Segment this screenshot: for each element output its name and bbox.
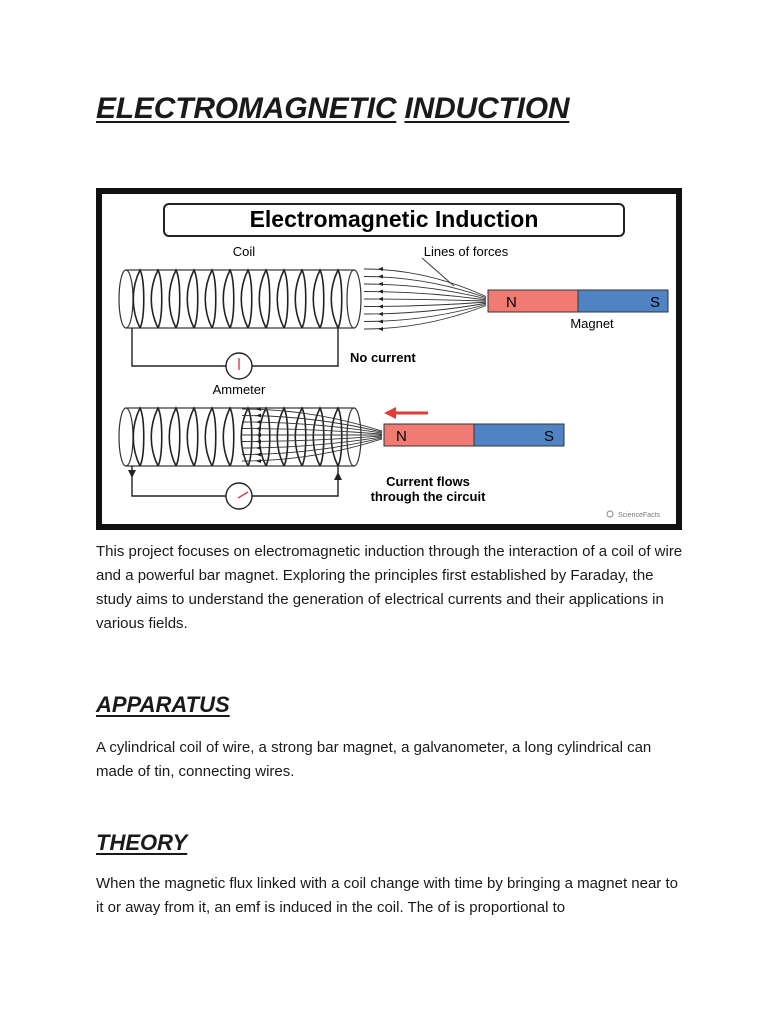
no-current-label: No current [350,350,416,365]
lines-of-forces-label: Lines of forces [423,244,509,259]
ammeter-label: Ammeter [212,382,266,397]
south-label-top: S [650,294,661,311]
field-lines-top [364,267,486,331]
current-flows-label-1: Current flows [386,474,470,489]
south-label-bottom: S [544,428,555,445]
intro-paragraph: This project focuses on electromagnetic induction through the interaction of a coil of wire and a powerful bar magnet. Exploring the principles first established by Faraday, the study aims to understand the generation of electrical currents and their applications in various fields. [96,543,683,632]
title-word-1: ELECTROMAGNETIC [96,92,397,125]
theory-text: When the magnetic flux linked with a coil change with time by bringing a magnet near to it or away from it, an emf is induced in the coil. The of is proportional to [96,875,678,916]
bottom-coil [119,407,382,466]
sciencefacts-logo [607,511,661,519]
page-title [96,92,569,126]
current-flows-label-2: through the circuit [370,489,486,504]
induction-diagram [96,188,682,530]
north-label-top: N [506,294,517,311]
ammeter-bottom [226,483,252,509]
apparatus-text: A cylindrical coil of wire, a strong bar magnet, a galvanometer, a long cylindrical can made of tin, connecting wires. [96,739,652,780]
magnet-label: Magnet [570,316,614,331]
top-coil [119,270,361,328]
title-word-2: INDUCTION [404,92,570,125]
magnet-north-top [488,290,578,312]
theory-heading: THEORY [96,830,188,855]
ammeter-top [226,353,252,379]
logo-text: ScienceFacts [618,512,661,519]
north-label-bottom: N [396,428,407,445]
diagram-svg [102,194,676,524]
apparatus-heading: APPARATUS [96,692,230,717]
diagram-heading: Electromagnetic Induction [249,206,539,232]
motion-arrow [384,407,428,419]
coil-label: Coil [232,244,256,259]
